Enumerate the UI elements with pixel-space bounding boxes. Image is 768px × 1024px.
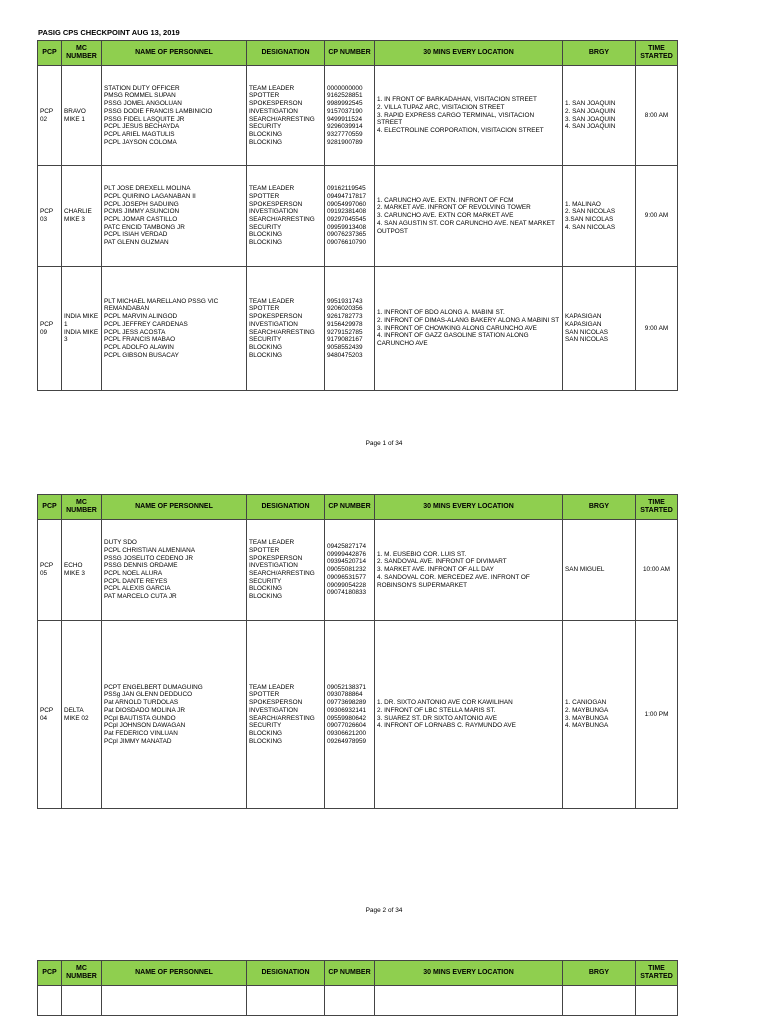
personnel-cell: PCPT ENGELBERT DUMAGUING PSSg JAN GLENN DEDDUCO Pat ARNOLD TURDOLAS Pat DIOSDADO MOLINA JR PCpl BAUTISTA GUNDO PCpl JOHNSON DAWAGAN Pat FEDERICO VINLUAN PCpl JIMMY MANATAD: [102, 621, 247, 809]
locations-cell: 1. M. EUSEBIO COR. LUIS ST. 2. SANDOVAL AVE. INFRONT OF DIVIMART 3. MARKET AVE. INFRONT OF ALL DAY 4. SANDOVAL COR. MERCEDEZ AVE. INFRONT OF ROBINSON'S SUPERMARKET: [375, 520, 563, 621]
mc-number-cell: BRAVO MIKE 1: [62, 66, 102, 166]
table-row: [38, 66, 678, 166]
pcp-cell: PCP 05: [38, 520, 62, 621]
brgy-cell: 1. CANIOGAN 2. MAYBUNGA 3. MAYBUNGA 4. MAYBUNGA: [563, 621, 636, 809]
brgy-cell: SAN MIGUEL: [563, 520, 636, 621]
designation-cell: TEAM LEADER SPOTTER SPOKESPERSON INVESTIGATION SEARCH/ARRESTING SECURITY BLOCKING BLOCKING: [247, 66, 325, 166]
time-started-cell: 9:00 AM: [636, 267, 678, 391]
checkpoint-table-page-3: [37, 960, 678, 1016]
header-name-of-personnel: NAME OF PERSONNEL: [102, 961, 247, 986]
personnel-cell: STATION DUTY OFFICER PMSG ROMMEL SUPAN PSSG JOMEL ANGOLUAN PSSG DODIE FRANCIS LAMBINICIO PSSG FIDEL LASQUITE JR PCPL JESUS BECHAYDA PCPL ARIEL MAGTULIS PCPL JAYSON COLOMA: [102, 66, 247, 166]
header-row: [38, 961, 678, 986]
mc-number-cell: [62, 986, 102, 1016]
header-brgy: BRGY: [563, 41, 636, 66]
header-cp-number: CP NUMBER: [325, 961, 375, 986]
header-designation: DESIGNATION: [247, 961, 325, 986]
header-pcp: PCP: [38, 495, 62, 520]
table-row: [38, 520, 678, 621]
header-brgy: BRGY: [563, 961, 636, 986]
header-row: [38, 41, 678, 66]
header-designation: DESIGNATION: [247, 41, 325, 66]
header-mc-number: MC NUMBER: [62, 961, 102, 986]
cp-number-cell: 09425827174 09999442876 09394520714 09055081232 09096531577 09099054228 09074180833: [325, 520, 375, 621]
designation-cell: [247, 986, 325, 1016]
pcp-cell: PCP 02: [38, 66, 62, 166]
cp-number-cell: 09052138371 0930788864 09773698289 09306932141 09559980642 09077026604 09306621200 09264978959: [325, 621, 375, 809]
header-brgy: BRGY: [563, 495, 636, 520]
checkpoint-table-page-1: [37, 40, 678, 391]
designation-cell: TEAM LEADER SPOTTER SPOKESPERSON INVESTIGATION SEARCH/ARRESTING SECURITY BLOCKING BLOCKING: [247, 621, 325, 809]
header-time-started: TIME STARTED: [636, 495, 678, 520]
personnel-cell: PLT JOSE DREXELL MOLINA PCPL QUIRINO LAGANABAN II PCPL JOSEPH SADUING PCMS JIMMY ASUNCION PCPL JOMAR CASTILLO PATC ENCID TAMBONG JR PCPL ISIAH VERDAD PAT GLENN GUZMAN: [102, 166, 247, 267]
time-started-cell: 1:00 PM: [636, 621, 678, 809]
brgy-cell: 1. MALINAO 2. SAN NICOLAS 3.SAN NICOLAS 4. SAN NICOLAS: [563, 166, 636, 267]
header-cp-number: CP NUMBER: [325, 41, 375, 66]
header-name-of-personnel: NAME OF PERSONNEL: [102, 41, 247, 66]
mc-number-cell: DELTA MIKE 02: [62, 621, 102, 809]
personnel-cell: PLT MICHAEL MARELLANO PSSG VIC REMANDABAN PCPL MARVIN ALINGOD PCPL JEFFREY CARDENAS PCPL JESS ACOSTA PCPL FRANCIS MABAO PCPL ADOLFO ALAWIN PCPL GIBSON BUSACAY: [102, 267, 247, 391]
header-locations: 30 MINS EVERY LOCATION: [375, 961, 563, 986]
designation-cell: TEAM LEADER SPOTTER SPOKESPERSON INVESTIGATION SEARCH/ARRESTING SECURITY BLOCKING BLOCKING: [247, 520, 325, 621]
header-locations: 30 MINS EVERY LOCATION: [375, 41, 563, 66]
mc-number-cell: ECHO MIKE 3: [62, 520, 102, 621]
mc-number-cell: INDIA MIKE 1 INDIA MIKE 3: [62, 267, 102, 391]
cp-number-cell: [325, 986, 375, 1016]
brgy-cell: KAPASIGAN KAPASIGAN SAN NICOLAS SAN NICOLAS: [563, 267, 636, 391]
table-row: [38, 621, 678, 809]
header-locations: 30 MINS EVERY LOCATION: [375, 495, 563, 520]
pcp-cell: [38, 986, 62, 1016]
locations-cell: 1. INFRONT OF BDO ALONG A. MABINI ST. 2. INFRONT OF DIMAS-ALANG BAKERY ALONG A MABINI ST 3. INFRONT OF CHOWKING ALONG CARUNCHO AVE 4. INFRONT OF GAZZ GASOLINE STATION ALONG CARUNCHO AVE: [375, 267, 563, 391]
locations-cell: 1. CARUNCHO AVE. EXTN. INFRONT OF FCM 2. MARKET AVE. INFRONT OF REVOLVING TOWER 3. CARUNCHO AVE. EXTN COR MARKET AVE 4. SAN AGUSTIN ST. COR CARUNCHO AVE. NEAT MARKET OUTPOST: [375, 166, 563, 267]
mc-number-cell: CHARLIE MIKE 3: [62, 166, 102, 267]
designation-cell: TEAM LEADER SPOTTER SPOKESPERSON INVESTIGATION SEARCH/ARRESTING SECURITY BLOCKING BLOCKING: [247, 267, 325, 391]
locations-cell: [375, 986, 563, 1016]
pcp-cell: PCP 09: [38, 267, 62, 391]
pcp-cell: PCP 04: [38, 621, 62, 809]
header-mc-number: MC NUMBER: [62, 495, 102, 520]
header-pcp: PCP: [38, 961, 62, 986]
header-mc-number: MC NUMBER: [62, 41, 102, 66]
header-cp-number: CP NUMBER: [325, 495, 375, 520]
header-time-started: TIME STARTED: [636, 41, 678, 66]
time-started-cell: 8:00 AM: [636, 66, 678, 166]
cp-number-cell: 9951931743 9206020356 9261782773 9156429978 9279152785 9179082167 9058552439 9480475203: [325, 267, 375, 391]
personnel-cell: DUTY SDO PCPL CHRISTIAN ALMENIANA PSSG JOSELITO CEDENO JR PSSG DENNIS ORDAME PCPL NOEL ALURA PCPL DANTE REYES PCPL ALEXIS GARCIA PAT MARCELO CUTA JR: [102, 520, 247, 621]
time-started-cell: 9:00 AM: [636, 166, 678, 267]
brgy-cell: [563, 986, 636, 1016]
table-row: [38, 166, 678, 267]
page-number: Page 1 of 34: [365, 440, 403, 447]
cp-number-cell: 0000000000 9162528851 9989992545 9157037190 9499911524 9296039914 9327770559 9281900789: [325, 66, 375, 166]
pcp-cell: PCP 03: [38, 166, 62, 267]
header-designation: DESIGNATION: [247, 495, 325, 520]
cp-number-cell: 09162119545 09494717817 09054997060 09192381408 09297045545 09959913408 09076237365 09076610790: [325, 166, 375, 267]
designation-cell: TEAM LEADER SPOTTER SPOKESPERSON INVESTIGATION SEARCH/ARRESTING SECURITY BLOCKING BLOCKING: [247, 166, 325, 267]
header-row: [38, 495, 678, 520]
document-title: PASIG CPS CHECKPOINT AUG 13, 2019: [38, 28, 180, 37]
locations-cell: 1. DR. SIXTO ANTONIO AVE COR KAWILIHAN 2. INFRONT OF LBC STELLA MARIS ST. 3. SUAREZ ST. DR SIXTO ANTONIO AVE 4. INFRONT OF LORNABS C. RAYMUNDO AVE: [375, 621, 563, 809]
time-started-cell: 10:00 AM: [636, 520, 678, 621]
header-time-started: TIME STARTED: [636, 961, 678, 986]
time-started-cell: [636, 986, 678, 1016]
checkpoint-table-page-2: [37, 494, 678, 809]
header-pcp: PCP: [38, 41, 62, 66]
page-number: Page 2 of 34: [365, 907, 403, 914]
header-name-of-personnel: NAME OF PERSONNEL: [102, 495, 247, 520]
locations-cell: 1. IN FRONT OF BARKADAHAN, VISITACION STREET 2. VILLA TUPAZ ARC, VISITACION STREET 3. RAPID EXPRESS CARGO TERMINAL, VISITACION STREET 4. ELECTROLINE CORPORATION, VISITACION STREET: [375, 66, 563, 166]
table-row: [38, 267, 678, 391]
brgy-cell: 1. SAN JOAQUIN 2. SAN JOAQUIN 3. SAN JOAQUIN 4. SAN JOAQUIN: [563, 66, 636, 166]
table-row: [38, 986, 678, 1016]
personnel-cell: [102, 986, 247, 1016]
